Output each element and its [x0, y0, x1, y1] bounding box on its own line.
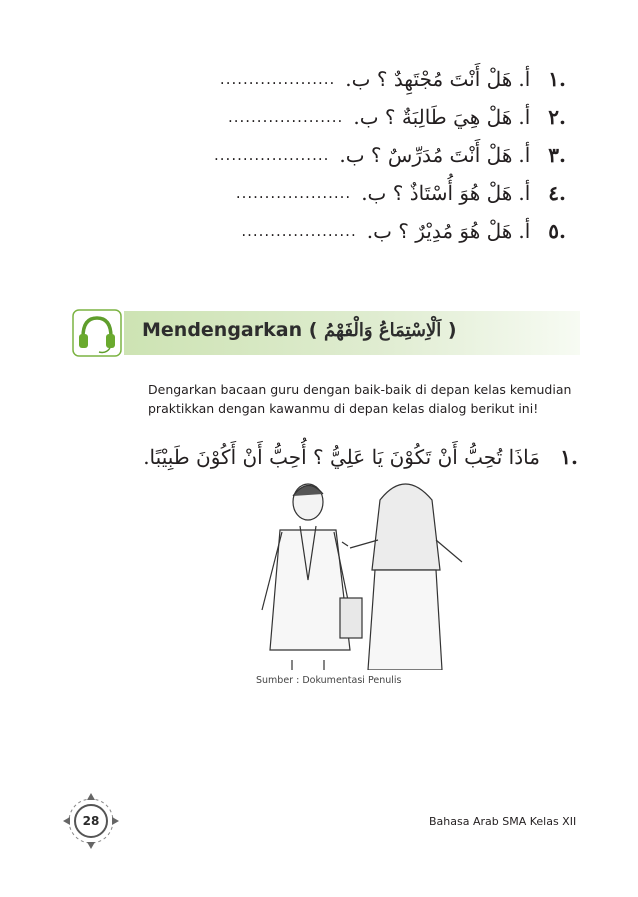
instruction-line: Dengarkan bacaan guru dengan baik-baik di depan kelas kemudian	[148, 382, 572, 397]
item-a-label: أ.	[518, 219, 531, 243]
book-title: Bahasa Arab SMA Kelas XII	[429, 815, 577, 828]
item-a-label: أ.	[518, 105, 531, 129]
instruction-line: praktikkan dengan kawanmu di depan kelas dialog berikut ini!	[148, 401, 539, 416]
headphones-icon	[72, 309, 122, 357]
exercise-item	[146, 98, 566, 136]
item-a-label: أ.	[518, 67, 531, 91]
item-number: .٢	[548, 105, 566, 129]
exercise-item	[146, 136, 566, 174]
doctor-and-woman-illustration	[200, 470, 500, 670]
image-caption: Sumber : Dokumentasi Penulis	[256, 675, 402, 686]
paren-open: (	[308, 319, 318, 341]
dialog-line	[143, 445, 578, 469]
page-number: 28	[82, 814, 100, 828]
dialog-text: مَاذَا تُحِبُّ أَنْ تَكُوْنَ يَا عَلِيُّ ؟ أُحِبُّ أَنْ أَكُوْنَ طَبِيْبًا.	[143, 445, 540, 469]
answer-blank: ....................	[214, 146, 330, 164]
dialog-illustration	[200, 470, 500, 670]
instructions	[148, 380, 588, 418]
answer-blank: ....................	[219, 70, 336, 88]
item-question: هَلْ أَنْتَ مُجْتَهِدٌ ؟ ب.	[345, 67, 513, 91]
answer-blank: ....................	[241, 222, 357, 240]
item-question: هَلْ هُوَ أُسْتَاذٌ ؟ ب.	[361, 181, 513, 205]
answer-blank: ....................	[227, 108, 344, 126]
dialog-number: .١	[560, 445, 578, 469]
exercise-list	[146, 60, 566, 250]
item-question: هَلْ أَنْتَ مُدَرِّسٌ ؟ ب.	[339, 143, 513, 167]
item-a-label: أ.	[518, 143, 531, 167]
exercise-item	[146, 212, 566, 250]
section-title	[142, 319, 457, 341]
item-number: .٥	[548, 219, 566, 243]
answer-blank: ....................	[235, 184, 352, 202]
item-number: .٣	[548, 143, 566, 167]
paren-close: )	[447, 319, 457, 341]
exercise-item	[146, 60, 566, 98]
item-a-label: أ.	[518, 181, 531, 205]
section-banner	[72, 309, 580, 357]
item-number: .٤	[548, 181, 566, 205]
exercise-item	[146, 174, 566, 212]
item-question: هَلْ هِيَ طَالِبَةٌ ؟ ب.	[353, 105, 513, 129]
item-question: هَلْ هُوَ مُدِيْرٌ ؟ ب.	[366, 219, 513, 243]
section-title-text: Mendengarkan	[142, 319, 303, 341]
item-number: .١	[548, 67, 566, 91]
section-title-arabic: اَلْاِسْتِمَاعُ وَالْفَهْمُ	[324, 320, 442, 341]
